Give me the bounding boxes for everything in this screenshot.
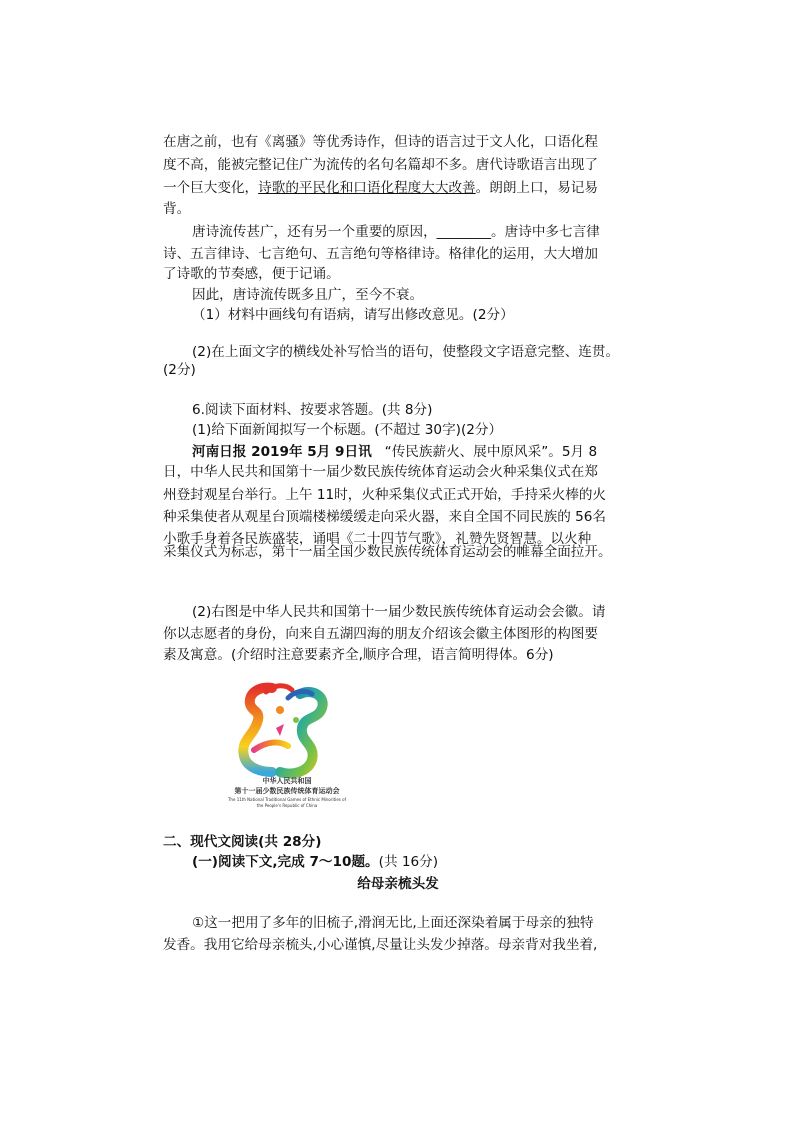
- question-6-sub2-line3: 素及寓意。(介绍时注意要素齐全,顺序合理，语言简明得体。6分): [163, 647, 554, 663]
- para3: 因此，唐诗流传既多且广，至今不衰。: [192, 287, 424, 303]
- para2-line1: 唐诗流传甚广，还有另一个重要的原因，________。唐诗中多七言律: [192, 224, 600, 240]
- news-line2: 日，中华人民共和国第十一届少数民族传统体育运动会火种采集仪式在郑: [163, 464, 598, 480]
- news-line1: [192, 442, 672, 462]
- para1-line3: [163, 178, 643, 198]
- para1-line2: 度不高，能被完整记住广为流传的名句名篇却不多。唐代诗歌语言出现了: [163, 157, 598, 173]
- emblem-caption-en2: the People's Republic of China: [256, 803, 318, 808]
- question-6-sub2-line1: (2)右图是中华人民共和国第十一届少数民族传统体育运动会会徽。请: [192, 604, 606, 620]
- news-line3: 州登封观星台举行。上午 11时，火种采集仪式正式开始，手持采火棒的火: [163, 487, 607, 503]
- emblem-caption-cn2: 第十一届少数民族传统体育运动会: [234, 787, 340, 795]
- news-dateline: 河南日报 2019年 5月 9日讯: [192, 444, 372, 460]
- article-p1-line1: ①这一把用了多年的旧梳子,滑润无比,上面还深染着属于母亲的独特: [192, 915, 594, 931]
- underlined-sentence: 诗歌的平民化和口语化程度大大改善: [258, 180, 476, 196]
- emblem-caption-en1: The 11th National Traditional Games of Ethnic Minorities of: [227, 797, 346, 802]
- emblem-caption-cn1: 中华人民共和国: [262, 777, 312, 785]
- para1-line1: 在唐之前，也有《离骚》等优秀诗作，但诗的语言过于文人化，口语化程: [163, 134, 598, 150]
- section2-heading: 二、现代文阅读(共 28分): [163, 834, 322, 850]
- para1-line3-end: 。朗朗上口，易记易: [475, 180, 598, 196]
- para1-line4: 背。: [163, 201, 191, 217]
- news-line6: 采集仪式为标志，第十一届全国少数民族传统体育运动会的帷幕全面拉开。: [163, 544, 612, 560]
- para1-line3-start: 一个巨大变化，: [163, 180, 259, 196]
- question-6-title: 6.阅读下面材料、按要求答题。(共 8分): [192, 402, 433, 418]
- news-line5: 小歌手身着各民族盛装，诵唱《二十四节气歌》，礼赞先贤智慧。以火种: [163, 531, 592, 547]
- news-line1-text: “传民族薪火、展中原风采”。5月 8: [384, 444, 598, 460]
- question-2-line2: (2分): [163, 362, 196, 378]
- question-6-sub1: (1)给下面新闻拟写一个标题。(不超过 30字)(2分）: [192, 422, 503, 438]
- question-1: （1）材料中画线句有语病，请写出修改意见。(2分）: [192, 307, 514, 323]
- section2-subheading: [192, 852, 672, 872]
- section2-sub-a: (一)阅读下文,完成 7～10题。: [192, 854, 379, 870]
- question-2-line1: (2)在上面文字的横线处补写恰当的语句，使整段文字语意完整、连贯。: [192, 344, 620, 360]
- section2-sub-b: (共 16分): [378, 854, 439, 870]
- para2-line3: 了诗歌的节奏感，便于记诵。: [163, 266, 340, 282]
- article-title: 给母亲梳头发: [357, 876, 439, 892]
- para2-line2: 诗、五言律诗、七言绝句、五言绝句等格律诗。格律化的运用，大大增加: [163, 246, 598, 262]
- article-p1-line2: 发香。我用它给母亲梳头,小心谨慎,尽量让头发少掉落。母亲背对我坐着,: [163, 937, 598, 953]
- news-line4: 种采集使者从观星台顶端楼梯缓缓走向采火器，来自全国不同民族的 56名: [163, 509, 607, 525]
- question-6-sub2-line2: 你以志愿者的身份，向来自五湖四海的朋友介绍该会徽主体图形的构图要: [163, 626, 598, 642]
